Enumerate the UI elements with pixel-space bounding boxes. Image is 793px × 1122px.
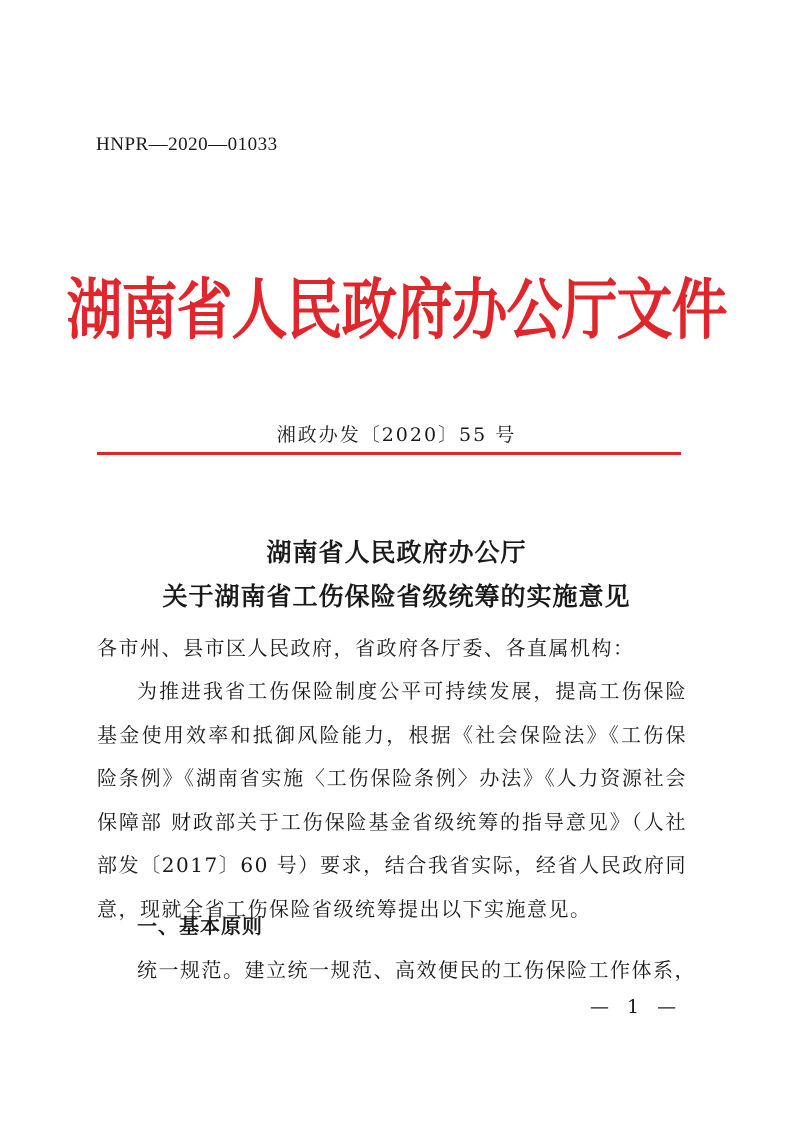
issue-number: 湘政办发〔2020〕55 号 (276, 424, 517, 446)
section-heading: 一、基本原则 (137, 914, 263, 938)
section-rest: 建立统一规范、高效便民的工伤保险工作体系， (244, 958, 696, 982)
section-text (137, 954, 697, 983)
document-title-line-1: 湖南省人民政府办公厅 (266, 538, 527, 567)
body-paragraph: 为推进我省工伤保险制度公平可持续发展，提高工伤保险基金使用效率和抵御风险能力，根据《社会保险法》《工伤保险条例》《湖南省实施〈工伤保险条例〉办法》《人力资源社会保障部 财政部关于工伤保险基金省级统筹的指导意见》（人社部发〔2017〕60 号）要求，结合我省实际，经省人民政府同意，现就全省工伤保险省级统筹提出以下实施意见。 (97, 679, 687, 921)
section-lead: 统一规范。 (137, 958, 245, 982)
document-title-line-2: 关于湖南省工伤保险省级统筹的实施意见 (162, 582, 631, 611)
red-divider-line (97, 452, 681, 455)
addressee-line: 各市州、县市区人民政府，省政府各厅委、各直属机构： (97, 636, 635, 660)
page-number: — 1 — (590, 996, 683, 1018)
document-code: HNPR—2020—01033 (96, 134, 278, 155)
issuer-header-title: 湖南省人民政府办公厅文件 (66, 272, 727, 349)
